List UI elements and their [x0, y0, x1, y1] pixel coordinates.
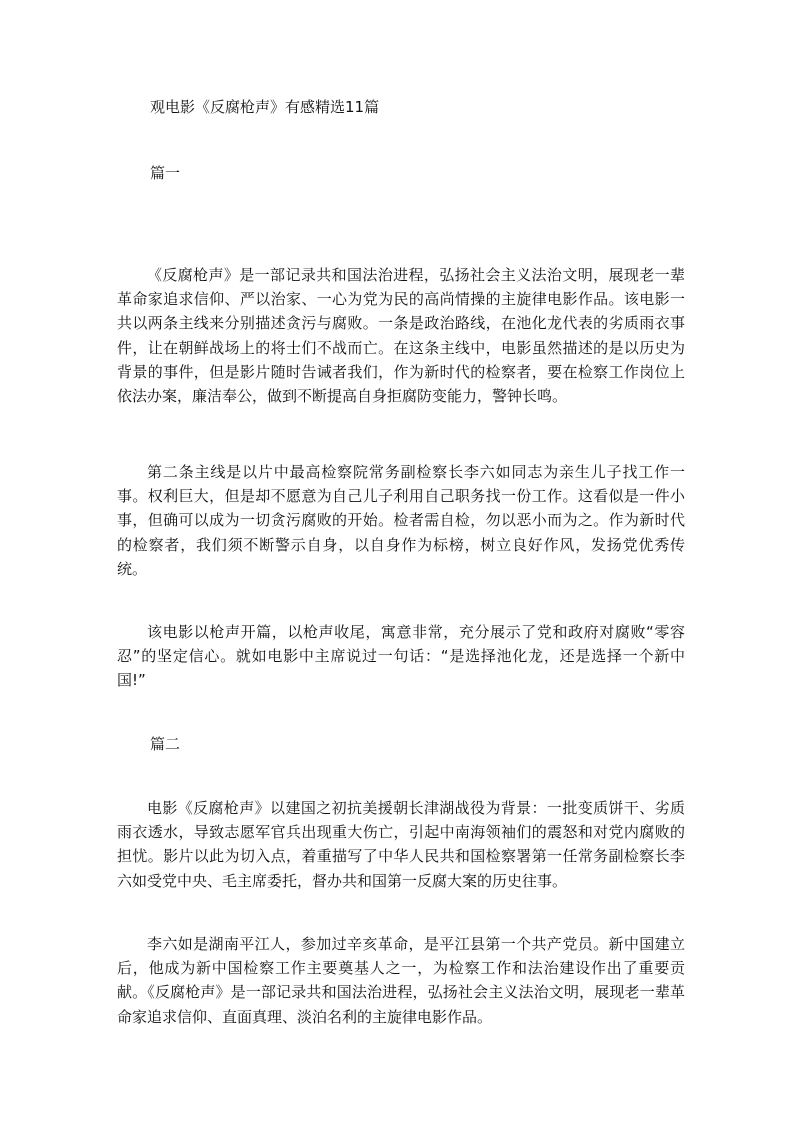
paragraph: 《反腐枪声》是一部记录共和国法治进程，弘扬社会主义法治文明，展现老一辈革命家追求信仰、严以治家、一心为党为民的高尚情操的主旋律电影作品。该电影一共以两条主线来分别描述贪污与腐败。一条是政治路线，在池化龙代表的劣质雨衣事件，让在朝鲜战场上的将士们不战而亡。在这条主线中，电影虽然描述的是以历史为背景的事件，但是影片随时告诫者我们，作为新时代的检察者，要在检察工作岗位上依法办案，廉洁奉公，做到不断提高自身拒腐防变能力，警钟长鸣。 — [117, 266, 685, 406]
section-heading-2: 篇二 — [150, 735, 181, 753]
paragraph: 李六如是湖南平江人，参加过辛亥革命，是平江县第一个共产党员。新中国建立后，他成为新中国检察工作主要奠基人之一，为检察工作和法治建设作出了重要贡献。《反腐枪声》是一部记录共和国法治进程，弘扬社会主义法治文明，展现老一辈革命家追求信仰、直面真理、淡泊名利的主旋律电影作品。 — [117, 935, 685, 1026]
paragraph: 电影《反腐枪声》以建国之初抗美援朝长津湖战役为背景：一批变质饼干、劣质雨衣透水，导致志愿军官兵出现重大伤亡，引起中南海领袖们的震怒和对党内腐败的担忧。影片以此为切入点，着重描写了中华人民共和国检察署第一任常务副检察长李六如受党中央、毛主席委托，督办共和国第一反腐大案的历史往事。 — [117, 799, 685, 890]
section-heading-1: 篇一 — [150, 164, 181, 182]
document-title: 观电影《反腐枪声》有感精选11篇 — [150, 98, 380, 116]
paragraph: 该电影以枪声开篇，以枪声收尾，寓意非常，充分展示了党和政府对腐败“零容忍”的坚定信心。就如电影中主席说过一句话：“是选择池化龙，还是选择一个新中国!” — [117, 623, 685, 690]
paragraph: 第二条主线是以片中最高检察院常务副检察长李六如同志为亲生儿子找工作一事。权利巨大，但是却不愿意为自己儿子利用自己职务找一份工作。这看似是一件小事，但确可以成为一切贪污腐败的开始。检者需自检，勿以恶小而为之。作为新时代的检察者，我们须不断警示自身，以自身作为标榜，树立良好作风，发扬党优秀传统。 — [117, 463, 685, 578]
